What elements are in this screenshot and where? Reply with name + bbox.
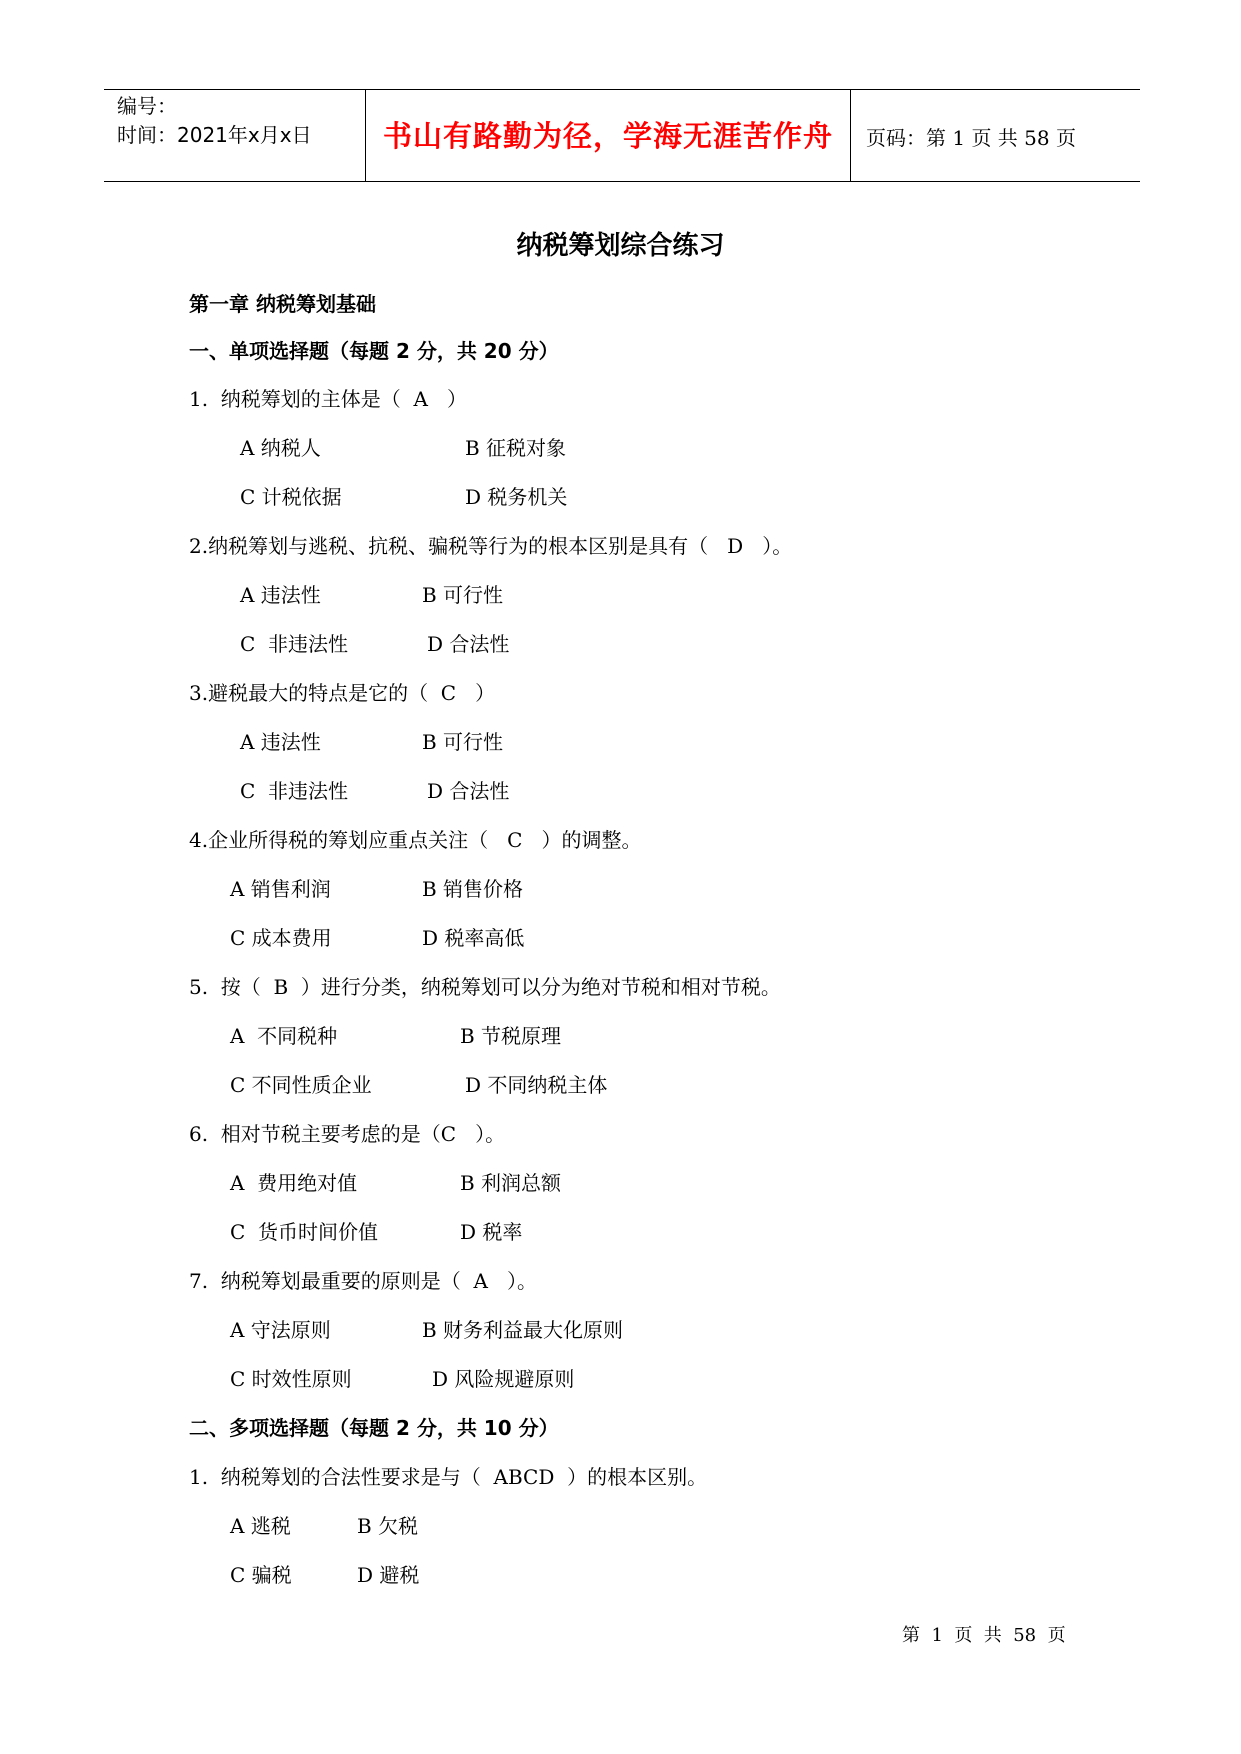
time-label: 时间：2021年x月x日 <box>117 123 312 147</box>
option: B 征税对象 <box>465 436 567 460</box>
option: A 守法原则 <box>230 1318 331 1342</box>
option: D 合法性 <box>427 779 510 803</box>
option: B 可行性 <box>422 730 504 754</box>
option: A 违法性 <box>240 730 321 754</box>
header-divider <box>365 89 366 182</box>
question-text: 5. 按（ B ）进行分类，纳税筹划可以分为绝对节税和相对节税。 <box>189 975 781 999</box>
chapter-heading: 第一章 纳税筹划基础 <box>189 292 376 316</box>
option: C 成本费用 <box>230 926 332 950</box>
option: C 不同性质企业 <box>230 1073 372 1097</box>
section-heading: 一、单项选择题（每题 2 分，共 20 分） <box>189 339 559 363</box>
option: A 费用绝对值 <box>230 1171 358 1195</box>
question-text: 4.企业所得税的筹划应重点关注（ C ）的调整。 <box>189 828 642 852</box>
serial-label: 编号： <box>117 94 177 118</box>
header-bottom-rule <box>104 181 1140 182</box>
option: A 纳税人 <box>240 436 321 460</box>
header-divider <box>850 89 851 182</box>
question-text: 1. 纳税筹划的合法性要求是与（ ABCD ）的根本区别。 <box>189 1465 708 1489</box>
option: A 销售利润 <box>230 877 331 901</box>
option: A 逃税 <box>230 1514 291 1538</box>
document-title: 纳税筹划综合练习 <box>516 231 725 261</box>
option: D 风险规避原则 <box>432 1367 575 1391</box>
option: A 违法性 <box>240 583 321 607</box>
header-info <box>117 92 312 150</box>
option: C 非违法性 <box>240 632 349 656</box>
question-text: 7. 纳税筹划最重要的原则是（ A ）。 <box>189 1269 538 1293</box>
option: C 货币时间价值 <box>230 1220 379 1244</box>
question-text: 6. 相对节税主要考虑的是（C ）。 <box>189 1122 506 1146</box>
option: A 不同税种 <box>230 1024 338 1048</box>
option: D 税率 <box>460 1220 523 1244</box>
section-heading: 二、多项选择题（每题 2 分，共 10 分） <box>189 1416 559 1440</box>
question-text: 3.避税最大的特点是它的（ C ） <box>189 681 496 705</box>
header-top-rule <box>104 89 1140 90</box>
option: D 税率高低 <box>422 926 525 950</box>
option: B 销售价格 <box>422 877 524 901</box>
option: B 利润总额 <box>460 1171 562 1195</box>
question-text: 2.纳税筹划与逃税、抗税、骗税等行为的根本区别是具有（ D ）。 <box>189 534 793 558</box>
question-text: 1. 纳税筹划的主体是（ A ） <box>189 387 468 411</box>
option: D 税务机关 <box>465 485 568 509</box>
page-footer: 第 1 页 共 58 页 <box>902 1625 1066 1646</box>
option: C 计税依据 <box>240 485 342 509</box>
option: C 骗税 <box>230 1563 292 1587</box>
option: C 时效性原则 <box>230 1367 352 1391</box>
header-page-code: 页码：第 1 页 共 58 页 <box>866 126 1076 150</box>
option: D 不同纳税主体 <box>465 1073 608 1097</box>
option: D 避税 <box>357 1563 420 1587</box>
option: B 可行性 <box>422 583 504 607</box>
option: C 非违法性 <box>240 779 349 803</box>
option: B 财务利益最大化原则 <box>422 1318 624 1342</box>
option: B 节税原理 <box>460 1024 562 1048</box>
option: B 欠税 <box>357 1514 419 1538</box>
header-motto: 书山有路勤为径，学海无涯苦作舟 <box>382 119 833 153</box>
option: D 合法性 <box>427 632 510 656</box>
